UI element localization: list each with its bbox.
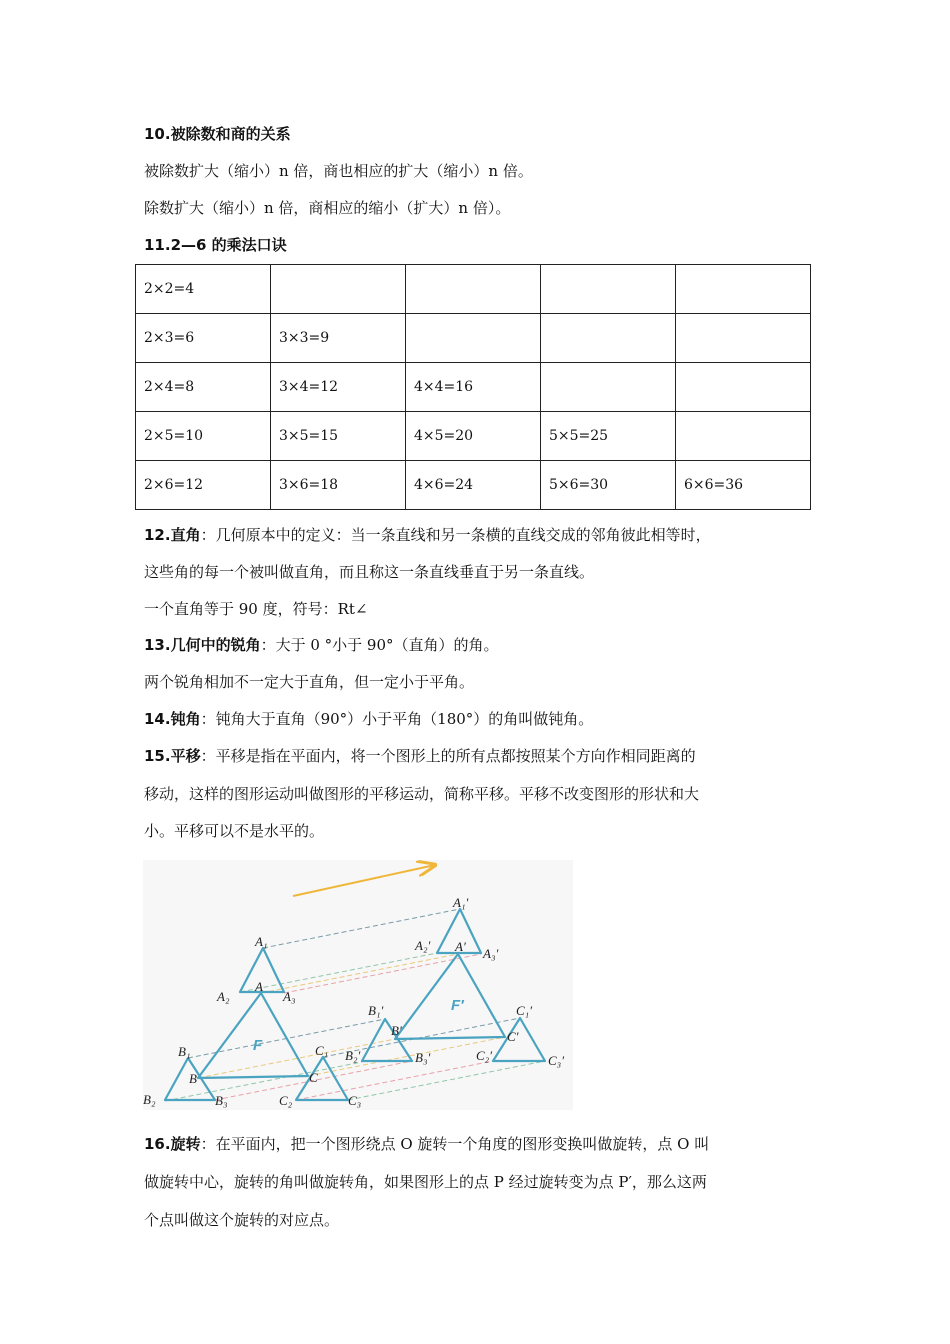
table-cell	[541, 265, 676, 314]
dash-C2	[296, 1061, 493, 1100]
table-cell: 3×4=12	[271, 363, 406, 412]
section-10-line-1: 被除数扩大（缩小）n 倍，商也相应的扩大（缩小）n 倍。	[144, 162, 533, 180]
label-B3-prime: B₃′	[415, 1050, 431, 1065]
table-cell: 5×6=30	[541, 461, 676, 510]
table-row	[136, 265, 811, 314]
label-B1-prime: B₁′	[368, 1003, 384, 1018]
section-16-line-3: 个点叫做这个旋转的对应点。	[144, 1211, 340, 1229]
label-B: B	[189, 1071, 197, 1086]
table-row	[136, 412, 811, 461]
table-cell: 2×2=4	[136, 265, 271, 314]
dash-A1	[263, 909, 460, 948]
label-A2-prime: A₂′	[415, 938, 431, 953]
table-cell	[541, 363, 676, 412]
triangle-C-prime-small	[493, 1018, 545, 1061]
label-C3: C₃	[348, 1093, 362, 1108]
label-C: C	[309, 1070, 318, 1085]
label-A: A	[255, 979, 263, 994]
table-row	[136, 314, 811, 363]
section-15-line-1	[144, 746, 696, 766]
translation-diagram	[143, 860, 573, 1110]
table-cell	[676, 363, 811, 412]
table-row	[136, 363, 811, 412]
table-cell	[676, 265, 811, 314]
table-cell: 2×3=6	[136, 314, 271, 363]
label-C1: C₁	[315, 1043, 329, 1058]
table-cell	[406, 314, 541, 363]
table-cell: 4×4=16	[406, 363, 541, 412]
section-10-heading: 10.被除数和商的关系	[144, 125, 291, 143]
section-13-line-2: 两个锐角相加不一定大于直角，但一定小于平角。	[144, 673, 475, 691]
section-12-line-3: 一个直角等于 90 度，符号：Rt∠	[144, 600, 368, 618]
label-C3-prime: C₃′	[548, 1053, 565, 1068]
table-cell: 2×4=8	[136, 363, 271, 412]
section-14-line-1	[144, 709, 593, 729]
section-14-term: 14.钝角	[144, 710, 201, 728]
table-cell	[676, 412, 811, 461]
section-11-heading: 11.2—6 的乘法口诀	[144, 236, 287, 254]
table-cell: 2×5=10	[136, 412, 271, 461]
label-F-prime: F′	[451, 997, 464, 1014]
table-cell	[676, 314, 811, 363]
section-12-term: 12.直角	[144, 526, 201, 544]
label-A3-prime: A₃′	[483, 946, 499, 961]
label-C1-prime: C₁′	[516, 1003, 533, 1018]
dash-C3	[348, 1061, 545, 1100]
label-B2-prime: B₂′	[345, 1048, 361, 1063]
section-16-line-2: 做旋转中心，旋转的角叫做旋转角，如果图形上的点 P 经过旋转变为点 P′，那么这两	[144, 1173, 707, 1191]
section-16-text: ：在平面内，把一个图形绕点 O 旋转一个角度的图形变换叫做旋转，点 O 叫	[200, 1135, 710, 1153]
section-13-text: ：大于 0 °小于 90°（直角）的角。	[260, 636, 499, 654]
dash-B	[198, 1039, 395, 1078]
table-cell	[406, 265, 541, 314]
label-A1: A₁	[255, 934, 268, 949]
label-C2-prime: C₂′	[476, 1048, 493, 1063]
table-row	[136, 461, 811, 510]
dash-A	[261, 954, 458, 993]
translation-arrow	[293, 865, 435, 896]
table-cell: 3×3=9	[271, 314, 406, 363]
section-12-line-1	[144, 525, 711, 545]
table-cell: 5×5=25	[541, 412, 676, 461]
label-B3: B₃	[215, 1093, 228, 1108]
section-15-line-3: 小。平移可以不是水平的。	[144, 822, 325, 840]
label-C-prime: C′	[507, 1029, 519, 1044]
label-A3: A₃	[283, 989, 296, 1004]
table-cell: 3×6=18	[271, 461, 406, 510]
section-15-text: ：平移是指在平面内，将一个图形上的所有点都按照某个方向作相同距离的	[200, 747, 696, 765]
table-cell: 6×6=36	[676, 461, 811, 510]
table-cell: 4×5=20	[406, 412, 541, 461]
triangle-F	[198, 993, 308, 1078]
label-B1: B₁	[178, 1044, 191, 1059]
label-C2: C₂	[279, 1093, 293, 1108]
translation-figure	[143, 860, 573, 1110]
section-13-term: 13.几何中的锐角	[144, 636, 261, 654]
label-A-prime: A′	[455, 939, 466, 954]
multiplication-table	[135, 264, 811, 510]
section-15-term: 15.平移	[144, 747, 201, 765]
section-12-text: ：几何原本中的定义：当一条直线和另一条横的直线交成的邻角彼此相等时，	[200, 526, 711, 544]
section-13-line-1	[144, 635, 499, 655]
label-B2: B₂	[143, 1092, 156, 1107]
table-cell: 2×6=12	[136, 461, 271, 510]
table-cell: 3×5=15	[271, 412, 406, 461]
label-B-prime: B′	[391, 1023, 402, 1038]
table-cell: 4×6=24	[406, 461, 541, 510]
table-cell	[541, 314, 676, 363]
section-14-text: ：钝角大于直角（90°）小于平角（180°）的角叫做钝角。	[200, 710, 594, 728]
section-12-line-2: 这些角的每一个被叫做直角，而且称这一条直线垂直于另一条直线。	[144, 563, 595, 581]
label-A1-prime: A₁′	[453, 895, 469, 910]
section-16-term: 16.旋转	[144, 1135, 201, 1153]
dash-A3	[284, 954, 481, 993]
label-F: F	[253, 1037, 263, 1054]
triangle-C-small	[296, 1057, 348, 1100]
triangles	[165, 909, 545, 1100]
dash-A2	[240, 953, 437, 992]
triangle-F-prime	[395, 954, 505, 1039]
section-15-line-2: 移动，这样的图形运动叫做图形的平移运动，简称平移。平移不改变图形的形状和大	[144, 785, 700, 803]
table-cell	[271, 265, 406, 314]
label-A2: A₂	[217, 989, 230, 1004]
section-16-line-1	[144, 1134, 709, 1154]
section-10-line-2: 除数扩大（缩小）n 倍，商相应的缩小（扩大）n 倍）。	[144, 199, 511, 217]
